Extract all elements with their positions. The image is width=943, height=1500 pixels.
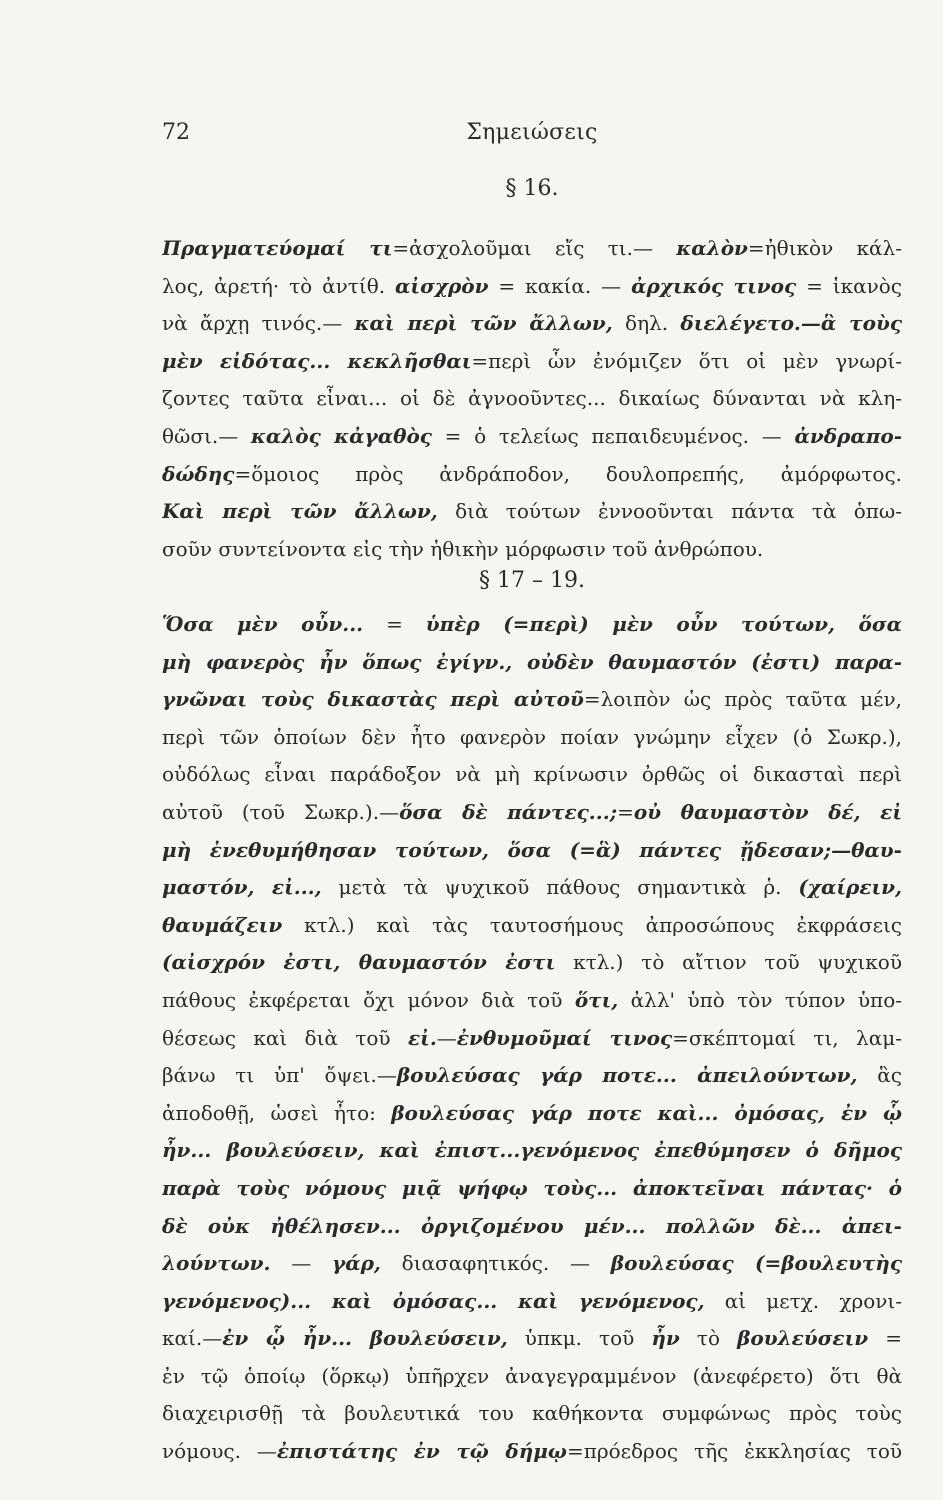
lemma-text: μὲν εἰδότας... κεκλῆσθαι bbox=[162, 348, 472, 373]
text-line bbox=[162, 869, 902, 907]
gloss-text: αὐτοῦ (τοῦ Σωκρ.).— bbox=[162, 799, 400, 824]
text-line bbox=[162, 343, 902, 381]
lemma-text: ἐν ᾧ ἦν... βουλεύσειν, bbox=[222, 1326, 508, 1351]
lemma-text: βουλεύσειν bbox=[737, 1326, 869, 1351]
gloss-text: μετὰ τὰ ψυχικοῦ πάθους σημαντικὰ ῥ. bbox=[321, 875, 799, 900]
lemma-text: ὑπὲρ (=περὶ) μὲν οὖν τούτων, ὅσα bbox=[425, 612, 902, 636]
text-line bbox=[162, 832, 902, 870]
section-17-19-text bbox=[162, 606, 902, 1471]
lemma-text: εἰ. bbox=[407, 1025, 437, 1050]
text-line bbox=[162, 456, 902, 494]
lemma-text: βουλεύσας (=βουλευτὴς bbox=[610, 1251, 902, 1276]
lemma-text: θαυμάζειν bbox=[162, 912, 283, 937]
text-line bbox=[162, 681, 902, 719]
gloss-text: = bbox=[617, 799, 634, 824]
gloss-text: = bbox=[868, 1326, 902, 1351]
lemma-text: Καὶ περὶ τῶν ἄλλων, bbox=[162, 499, 438, 524]
text-line bbox=[162, 644, 902, 682]
text-line bbox=[162, 944, 902, 982]
running-head bbox=[162, 120, 902, 150]
lemma-text: καὶ περὶ τῶν ἄλλων, bbox=[354, 311, 613, 336]
gloss-text: λος, ἀρετή· τὸ ἀντίθ. bbox=[162, 273, 395, 298]
lemma-text: ἦν... βουλεύσειν, καὶ ἐπιστ...γενόμενος ἐπεθύμησεν ὁ δῆμος bbox=[162, 1138, 902, 1163]
lemma-text: αἰσχρὸν bbox=[395, 273, 489, 298]
gloss-text: — bbox=[436, 1025, 457, 1050]
text-line bbox=[162, 1095, 902, 1133]
text-line bbox=[162, 982, 902, 1020]
running-title: Σημειώσεις bbox=[466, 120, 598, 145]
gloss-text: θῶσι.— bbox=[162, 423, 251, 448]
lemma-text: δὲ οὐκ ἠθέλησεν... ὀργιζομένου μέν... πολλῶν δὲ... ἀπει- bbox=[162, 1213, 902, 1238]
gloss-text: =λοιπὸν ὡς πρὸς ταῦτα μέν, bbox=[583, 687, 902, 712]
lemma-text: ἦν bbox=[651, 1326, 680, 1351]
text-line bbox=[162, 756, 902, 794]
text-line bbox=[162, 1245, 902, 1283]
lemma-text: ὅτι, bbox=[574, 987, 619, 1012]
text-line bbox=[162, 268, 902, 306]
text-line bbox=[162, 1358, 902, 1396]
lemma-text: διελέγετο.—ἃ τοὺς bbox=[680, 311, 902, 336]
gloss-text: διαχειρισθῇ τὰ βουλευτικά του καθήκοντα συμφώνως πρὸς τοὺς bbox=[162, 1401, 902, 1426]
lemma-text: ἀρχικός τινος bbox=[631, 273, 797, 298]
gloss-text: αἱ μετχ. χρονι- bbox=[704, 1288, 902, 1313]
lemma-text: ἐπιστάτης ἐν τῷ δήμῳ bbox=[276, 1439, 567, 1464]
lemma-text: γενόμενος)... καὶ ὀμόσας... καὶ γενόμενος, bbox=[162, 1288, 705, 1313]
lemma-text: δώδης bbox=[162, 461, 235, 486]
text-line bbox=[162, 418, 902, 456]
section-heading-17-19: § 17 – 19. bbox=[479, 568, 585, 593]
lemma-text: μαστόν, εἰ..., bbox=[162, 875, 322, 900]
gloss-text: = ὁ τελείως πεπαιδευμένος. — bbox=[431, 423, 795, 448]
gloss-text: περὶ τῶν ὁποίων δὲν ἦτο φανερὸν ποίαν γνώμην εἶχεν (ὁ Σωκρ.), bbox=[162, 724, 902, 749]
gloss-text: = bbox=[363, 612, 426, 636]
gloss-text: νὰ ἄρχῃ τινός.— bbox=[162, 311, 355, 336]
gloss-text: θέσεως καὶ διὰ τοῦ bbox=[162, 1025, 408, 1050]
gloss-text: =περὶ ὧν ἐνόμιζεν ὅτι οἱ μὲν γνωρί- bbox=[471, 348, 902, 373]
gloss-text: =ἠθικὸν κάλ- bbox=[747, 236, 902, 260]
lemma-text: βουλεύσας γάρ ποτε... ἀπειλούντων, bbox=[396, 1063, 858, 1088]
gloss-text: νόμους. — bbox=[162, 1439, 277, 1464]
lemma-text: γνῶναι τοὺς δικαστὰς περὶ αὐτοῦ bbox=[162, 687, 584, 712]
lemma-text: (αἰσχρόν ἐστι, θαυμαστόν ἐστι bbox=[162, 950, 556, 975]
text-line bbox=[162, 1208, 902, 1246]
lemma-text: οὐ θαυμαστὸν δέ, εἰ bbox=[633, 799, 902, 824]
lemma-text: μὴ ἐνεθυμήθησαν τούτων, ὅσα (=ἃ) πάντες ᾔδεσαν;—θαυ- bbox=[162, 837, 902, 862]
gloss-text: διασαφητικός. — bbox=[380, 1251, 611, 1276]
gloss-text: διὰ τούτων ἐννοοῦνται πάντα τὰ ὁπω- bbox=[437, 499, 902, 524]
gloss-text: =ἀσχολοῦμαι εἴς τι.— bbox=[392, 236, 677, 260]
lemma-text: λούντων. bbox=[162, 1251, 271, 1276]
text-line bbox=[162, 606, 902, 644]
gloss-text: καί.— bbox=[162, 1326, 223, 1351]
gloss-text: σοῦν συντείνοντα εἰς τὴν ἠθικὴν μόρφωσιν τοῦ ἀνθρώπου. bbox=[162, 536, 764, 561]
gloss-text: πάθους ἐκφέρεται ὄχι μόνον διὰ τοῦ bbox=[162, 987, 575, 1012]
text-line bbox=[162, 1057, 902, 1095]
gloss-text: = κακία. — bbox=[488, 273, 632, 298]
gloss-text: =σκέπτομαί τι, λαμ- bbox=[672, 1025, 902, 1050]
gloss-text: =πρόεδρος τῆς ἐκκλησίας τοῦ bbox=[566, 1439, 902, 1464]
gloss-text: ἀλλ' ὑπὸ τὸν τύπον ὑπο- bbox=[618, 987, 902, 1012]
lemma-text: (χαίρειν, bbox=[798, 875, 902, 900]
lemma-text: καλὸν bbox=[676, 236, 748, 260]
lemma-text: ἀνδραπο- bbox=[794, 423, 902, 448]
section-16-text bbox=[162, 230, 902, 568]
text-line bbox=[162, 1170, 902, 1208]
text-line bbox=[162, 493, 902, 531]
page-number: 72 bbox=[162, 120, 190, 145]
gloss-text: τὸ bbox=[679, 1326, 738, 1351]
lemma-text: βουλεύσας γάρ ποτε καὶ... ὀμόσας, ἐν ᾧ bbox=[391, 1100, 902, 1125]
text-line bbox=[162, 531, 902, 569]
gloss-text: δηλ. bbox=[612, 311, 681, 336]
gloss-text: — bbox=[270, 1251, 333, 1276]
lemma-text: καλὸς κἀγαθὸς bbox=[250, 423, 432, 448]
text-line bbox=[162, 907, 902, 945]
text-line bbox=[162, 305, 902, 343]
lemma-text: ἐνθυμοῦμαί τινος bbox=[456, 1025, 673, 1050]
gloss-text: ζοντες ταῦτα εἶναι... οἱ δὲ ἀγνοοῦντες... δικαίως δύνανται νὰ κλη- bbox=[162, 386, 902, 411]
text-line bbox=[162, 1020, 902, 1058]
gloss-text: ὑπκμ. τοῦ bbox=[507, 1326, 652, 1351]
gloss-text: βάνω τι ὑπ' ὄψει.— bbox=[162, 1063, 397, 1088]
gloss-text: ἃς bbox=[857, 1063, 902, 1088]
gloss-text: = ἱκανὸς bbox=[796, 273, 902, 298]
text-line bbox=[162, 380, 902, 418]
gloss-text: κτλ.) τὸ αἴτιον τοῦ ψυχικοῦ bbox=[555, 950, 902, 975]
text-line bbox=[162, 719, 902, 757]
text-line bbox=[162, 1320, 902, 1358]
lemma-text: γάρ, bbox=[332, 1251, 381, 1276]
lemma-text: παρὰ τοὺς νόμους μιᾷ ψήφῳ τοὺς... ἀποκτεῖναι πάντας· ὁ bbox=[162, 1175, 902, 1200]
gloss-text: κτλ.) καὶ τὰς ταυτοσήμους ἀπροσώπους ἐκφράσεις bbox=[282, 912, 902, 937]
text-line bbox=[162, 1132, 902, 1170]
text-line bbox=[162, 794, 902, 832]
section-heading-16: § 16. bbox=[505, 176, 559, 201]
gloss-text: ἐν τῷ ὁποίῳ (ὅρκῳ) ὑπῆρχεν ἀναγεγραμμένον (ἀνεφέρετο) ὅτι θὰ bbox=[162, 1363, 902, 1388]
text-line bbox=[162, 1433, 902, 1471]
lemma-text: μὴ φανερὸς ἦν ὅπως ἐγίγν., οὐδὲν θαυμαστόν (ἐστι) παρα- bbox=[162, 649, 902, 674]
gloss-text: =ὅμοιος πρὸς ἀνδράποδον, δουλοπρεπής, ἀμόρφωτος. bbox=[234, 461, 902, 486]
text-line bbox=[162, 1395, 902, 1433]
gloss-text: οὐδόλως εἶναι παράδοξον νὰ μὴ κρίνωσιν ὀρθῶς οἱ δικασταὶ περὶ bbox=[162, 762, 902, 787]
text-line bbox=[162, 230, 902, 268]
lemma-text: Πραγματεύομαί τι bbox=[162, 236, 393, 260]
gloss-text: ἀποδοθῇ, ὡσεὶ ἦτο: bbox=[162, 1100, 392, 1125]
lemma-text: ὅσα δὲ πάντες...; bbox=[399, 799, 618, 824]
text-line bbox=[162, 1283, 902, 1321]
lemma-text: Ὅσα μὲν οὖν... bbox=[162, 612, 364, 636]
